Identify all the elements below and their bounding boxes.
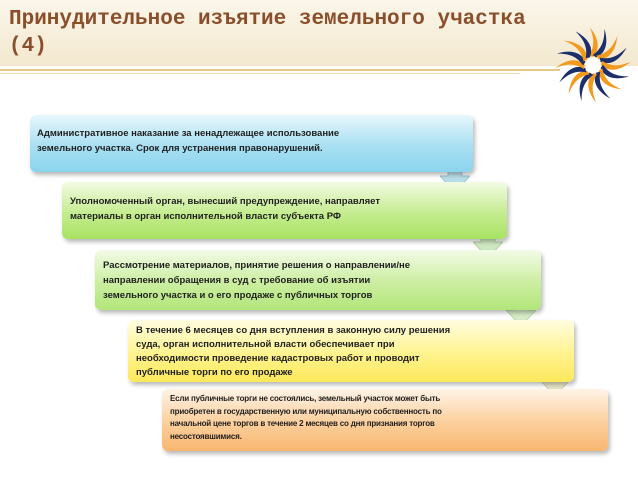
flow-step-3: Рассмотрение материалов, принятие решения о направлении/не направлении обращения в суд с требование об изъятии земельного участка и о его продаже с публичных торгов — [95, 250, 541, 310]
slide-title: Принудительное изъятие земельного участка (4) — [9, 8, 526, 58]
sunburst-logo-icon — [552, 24, 634, 106]
flow-step-5: Если публичные торги не состоялись, земельный участок может быть приобретен в государственную или муниципальную собственность по начальной цене торгов в течение 2 месяцев со дня признания торгов несостоявшимися. — [162, 389, 608, 451]
flow-step-4: В течение 6 месяцев со дня вступления в законную силу решения суда, орган исполнительной власти обеспечивает при необходимости проведение кадастровых работ и проводит публичные торги по его продаже — [128, 320, 574, 382]
header-divider-thin — [0, 73, 520, 74]
flow-step-2: Уполномоченный орган, вынесший предупреждение, направляет материалы в орган исполнительной власти субъекта РФ — [62, 182, 507, 239]
header-divider — [0, 69, 560, 71]
flow-step-1: Административное наказание за ненадлежащее использование земельного участка. Срок для устранения правонарушений. — [30, 115, 473, 172]
